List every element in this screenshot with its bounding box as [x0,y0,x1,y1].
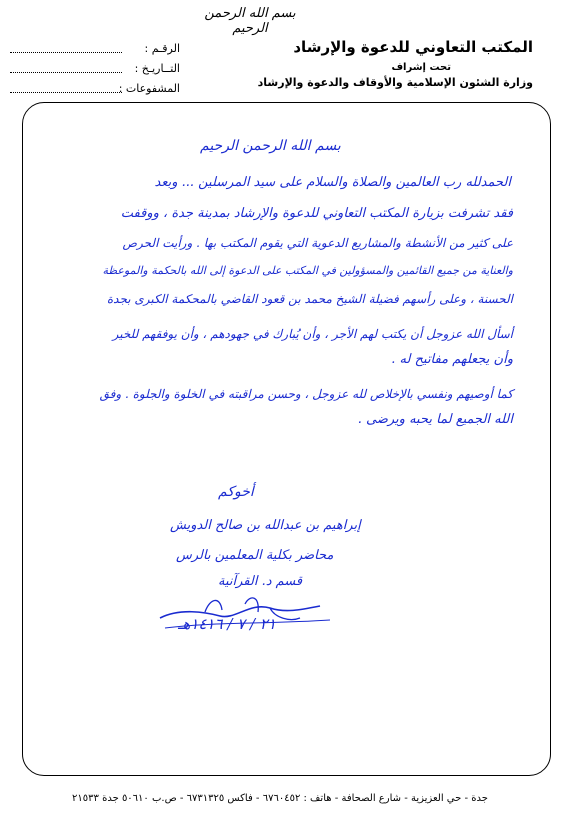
letter-line-6: أسأل الله عزوجل أن يكتب لهم الأجر ، وأن يُبارك في جهودهم ، وأن يوفقهم للخير [112,327,513,341]
organization-name: المكتب التعاوني للدعوة والإرشاد [293,38,533,56]
footer-address: جدة - حي العزيزية - شارع الصحافة - هاتف : ٦٧٦٠٤٥٢ - فاكس ٦٧٣١٣٢٥ - ص.ب ٥٠٦١٠ جدة ٢١٥٣٣ [72,793,488,804]
letter-line-2: فقد تشرفت بزيارة المكتب التعاوني للدعوة والإرشاد بمدينة جدة ، ووقفت [120,206,513,221]
top-basmala: بسم الله الرحمن الرحيم [204,6,296,36]
letter-line-5: الحسنة ، وعلى رأسهم فضيلة الشيخ محمد بن قعود القاضي بالمحكمة الكبرى بجدة [106,292,513,306]
ministry-name: وزارة الشئون الإسلامية والأوقاف والدعوة والإرشاد [257,76,533,89]
supervision-label: تحت إشراف [391,62,451,73]
letter-line-9: الله الجميع لما يحبه ويرضى . [357,412,513,427]
letter-frame [22,102,551,776]
reference-number-label: الرقـم : [144,42,180,55]
attachments-field [10,82,180,98]
attachments-label: المشفوعات : [118,82,180,95]
letter-line-7: وأن يجعلهم مفاتيح له . [391,352,513,367]
letter-line-3: على كثير من الأنشطة والمشاريع الدعوية التي يقوم المكتب بها . ورأيت الحرص [122,236,513,250]
letter-basmala: بسم الله الرحمن الرحيم [200,138,341,154]
date-label: التــاريـخ : [134,62,180,75]
letter-line-1: الحمدلله رب العالمين والصلاة والسلام على سيد المرسلين ... وبعد [154,175,511,190]
dotted-line [10,72,122,73]
date-field [10,62,180,78]
letter-line-8: كما أوصيهم ونفسي بالإخلاص لله عزوجل ، وحسن مراقبته في الخلوة والجلوة . وفق [99,387,513,401]
reference-number-field [10,42,180,58]
letter-line-4: والعناية من جميع القائمين والمسؤولين في المكتب على الدعوة إلى الله بالحكمة والموعظة [102,264,513,277]
signatory-title: محاضر بكلية المعلمين بالرس [176,548,334,563]
signatory-name: إبراهيم بن عبدالله بن صالح الدويش [170,518,361,533]
letter-date: ٢١ / ٧ / ١٤١٦هـ [178,615,276,633]
closing: أخوكم [218,484,254,500]
dotted-line [10,92,122,93]
signatory-department: قسم د. القرآنية [218,574,303,589]
dotted-line [10,52,122,53]
